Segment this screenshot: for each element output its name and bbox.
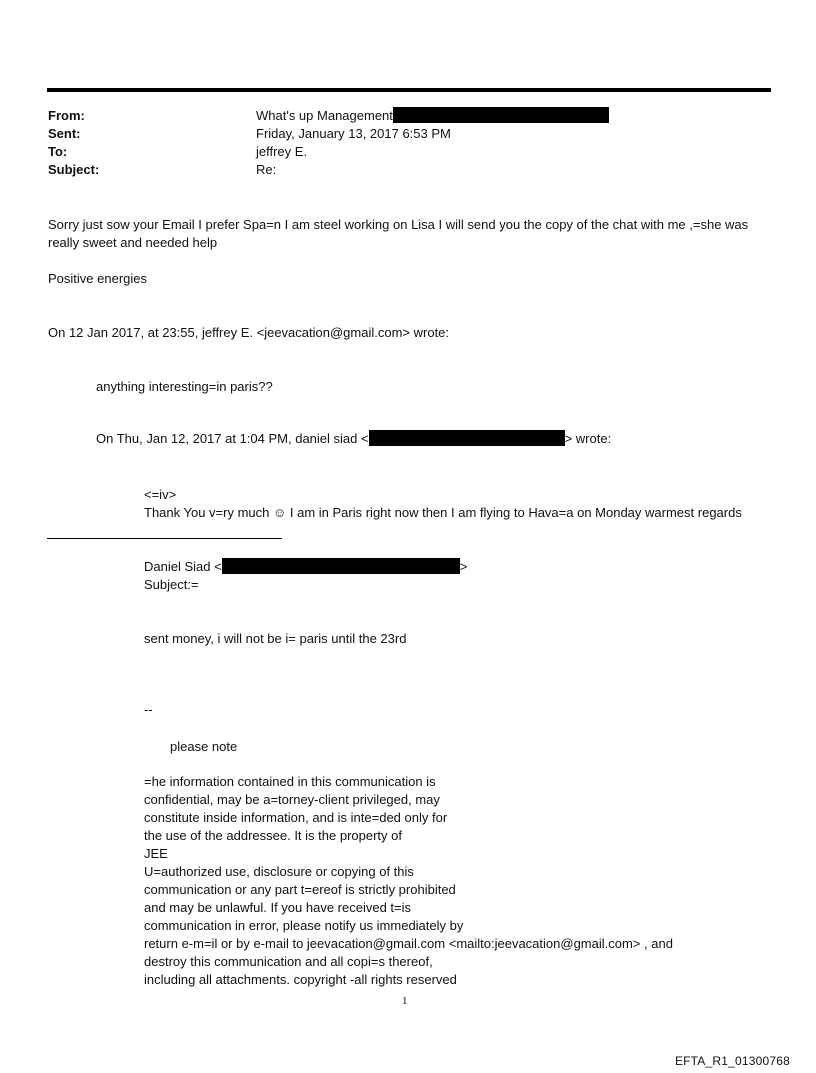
disclaimer-line: communication or any part t=ereof is strictly prohibited: [144, 882, 456, 897]
from-label: From:: [48, 108, 85, 123]
from-value: [256, 107, 609, 125]
disclaimer-line: communication in error, please notify us immediately by: [144, 918, 464, 933]
from2-line: [144, 558, 467, 575]
redaction-block: [369, 430, 565, 446]
quote2-suffix: > wrote:: [564, 431, 612, 446]
disclaimer-line: return e-m=il or by e-mail to jeevacation@gmail.com <mailto:jeevacation@gmail.com> , and: [144, 936, 673, 951]
from2-suffix: >: [459, 559, 468, 574]
disclaimer-line: including all attachments. copyright -all rights reserved: [144, 972, 457, 987]
to-label: To:: [48, 144, 68, 159]
sent-value: Friday, January 13, 2017 6:53 PM: [256, 126, 451, 141]
disclaimer-line: confidential, may be a=torney-client privileged, may: [144, 792, 440, 807]
quote1-text: anything interesting=in paris??: [96, 379, 273, 394]
separator-line: [47, 538, 282, 539]
disclaimer-line: the use of the addressee. It is the property of: [144, 828, 402, 843]
disclaimer-line: constitute inside information, and is inte=ded only for: [144, 810, 448, 825]
document-id: EFTA_R1_01300768: [674, 1054, 790, 1068]
div-tag: <=iv>: [144, 487, 177, 502]
please-note: please note: [170, 739, 238, 754]
quote2-prefix: On Thu, Jan 12, 2017 at 1:04 PM, daniel siad <: [96, 431, 369, 446]
sent-money-line: sent money, i will not be i= paris until the 23rd: [144, 631, 407, 646]
from-name: What's up Management: [256, 108, 393, 123]
disclaimer-line: JEE: [144, 846, 168, 861]
disclaimer-line: U=authorized use, disclosure or copying of this: [144, 864, 414, 879]
redaction-block: [393, 107, 609, 123]
body-line-1: Sorry just sow your Email I prefer Spa=n I am steel working on Lisa I will send you the copy of the chat with me ,=she was: [48, 217, 749, 232]
signoff: Positive energies: [48, 271, 147, 286]
quote1-header: On 12 Jan 2017, at 23:55, jeffrey E. <jeevacation@gmail.com> wrote:: [48, 325, 450, 340]
disclaimer-line: and may be unlawful. If you have received t=is: [144, 900, 412, 915]
subject2-line: Subject:=: [144, 577, 199, 592]
sent-label: Sent:: [48, 126, 81, 141]
page-number: 1: [402, 995, 408, 1007]
redaction-block: [222, 558, 460, 574]
thank-you-line: Thank You v=ry much ☺ I am in Paris right now then I am flying to Hava=a on Monday warmest regards: [144, 505, 742, 520]
top-rule: [47, 88, 771, 92]
signature-dash: --: [144, 702, 153, 717]
body-line-2: really sweet and needed help: [48, 235, 218, 250]
quote2-header: [96, 430, 611, 447]
disclaimer-line: =he information contained in this communication is: [144, 774, 436, 789]
subject-label: Subject:: [48, 162, 100, 177]
disclaimer-line: destroy this communication and all copi=s thereof,: [144, 954, 433, 969]
subject-value: Re:: [256, 162, 277, 177]
from2-prefix: Daniel Siad <: [144, 559, 222, 574]
to-value: jeffrey E.: [256, 144, 308, 159]
